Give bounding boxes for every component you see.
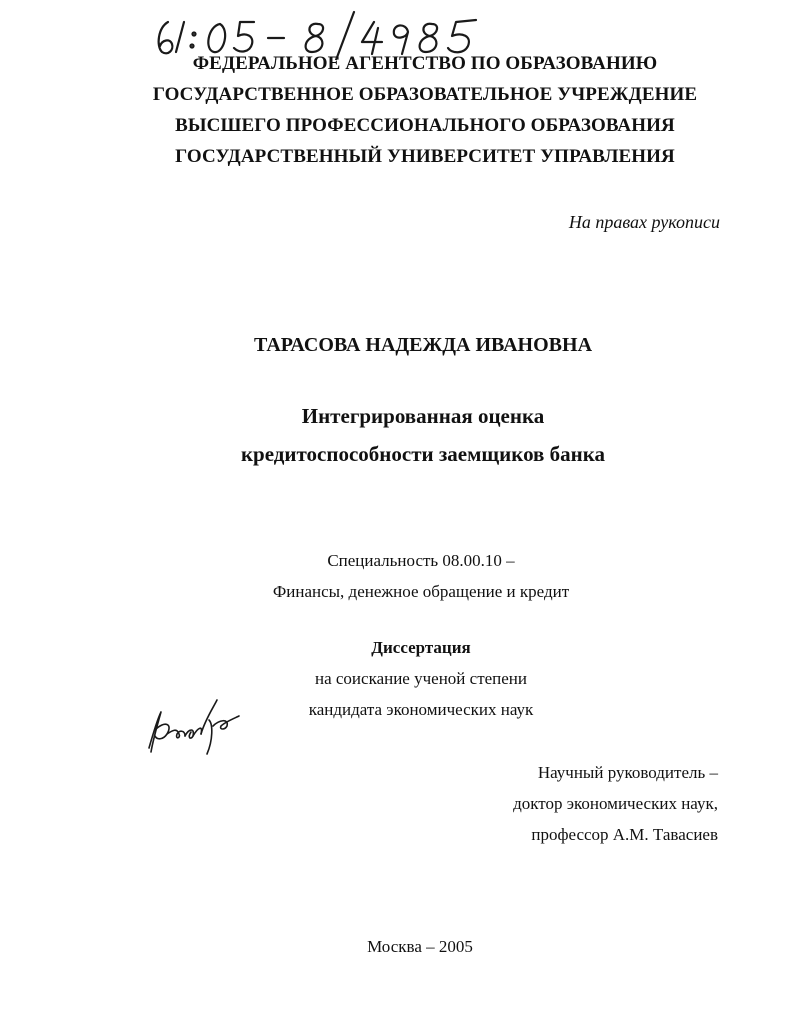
manuscript-note: На правах рукописи (568, 212, 720, 232)
specialty-code: Специальность 08.00.10 – (327, 551, 515, 570)
dissertation-heading: Диссертация (371, 638, 471, 657)
degree-line: кандидата экономических наук (308, 700, 534, 719)
city-year: Москва – 2005 (367, 937, 473, 956)
degree-line: на соискание ученой степени (314, 669, 528, 688)
organization-line: ГОСУДАРСТВЕННОЕ ОБРАЗОВАТЕЛЬНОЕ УЧРЕЖДЕНИЕ (152, 84, 698, 105)
supervisor (513, 757, 718, 850)
specialty-name: Финансы, денежное обращение и кредит (272, 582, 570, 601)
degree-info (0, 633, 796, 725)
handwritten-signature (143, 690, 243, 760)
specialty (0, 545, 796, 607)
supervisor-line: профессор А.М. Тавасиев (531, 825, 718, 844)
organization-line: ГОСУДАРСТВЕННЫЙ УНИВЕРСИТЕТ УПРАВЛЕНИЯ (175, 146, 675, 167)
title-line: кредитоспособности заемщиков банка (240, 442, 606, 466)
supervisor-line: доктор экономических наук, (513, 794, 718, 813)
author-name: ТАРАСОВА НАДЕЖДА ИВАНОВНА (253, 334, 593, 356)
organization-line: ВЫСШЕГО ПРОФЕССИОНАЛЬНОГО ОБРАЗОВАНИЯ (175, 115, 675, 136)
organization-header (0, 48, 796, 172)
organization-line: ФЕДЕРАЛЬНОЕ АГЕНТСТВО ПО ОБРАЗОВАНИЮ (192, 53, 658, 74)
dissertation-title (0, 397, 796, 473)
title-line: Интегрированная оценка (301, 404, 545, 428)
supervisor-line: Научный руководитель – (537, 763, 718, 782)
